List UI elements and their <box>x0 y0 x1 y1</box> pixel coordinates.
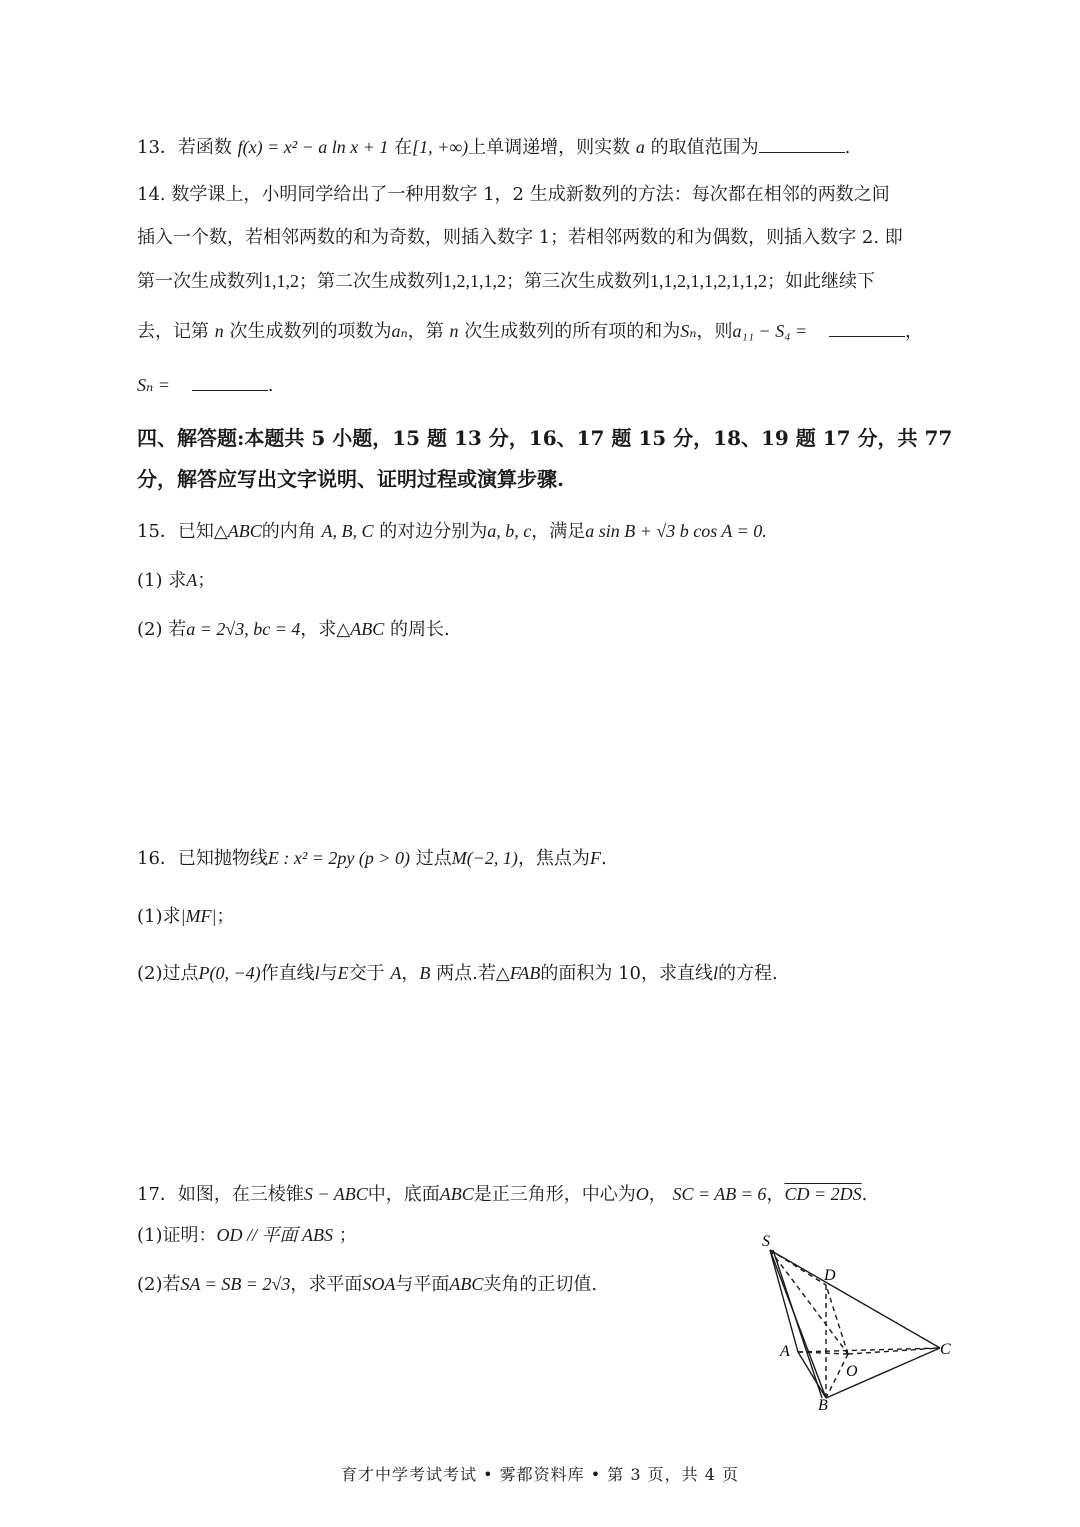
q13-text: 的取值范围为 <box>650 137 759 158</box>
q16-triangle: △FAB <box>495 963 541 983</box>
q17-text: ； <box>338 1225 357 1246</box>
q16-focus: F <box>589 848 601 868</box>
q14-line-2: 插入一个数，若相邻两数的和为奇数，则插入数字 1；若相邻两数的和为偶数，则插入数字 2. 即 <box>137 227 903 248</box>
q17-expr: OD // 平面 ABS <box>216 1225 333 1245</box>
q17-condition: SA = SB = 2√3 <box>180 1274 291 1294</box>
pyramid-figure <box>760 1230 960 1415</box>
q15-angles: A, B, C <box>321 521 374 541</box>
q16-text: 的面积为 10，求直线 <box>540 963 714 984</box>
q14-line-4 <box>137 318 923 345</box>
q16-text: 两点.若 <box>436 963 496 984</box>
q16-text: ， <box>401 963 420 984</box>
q14-line-5 <box>137 372 273 399</box>
q15-condition: a = 2√3, bc = 4 <box>186 619 301 639</box>
edge-ab <box>798 1352 826 1398</box>
q17-plane: SOA <box>362 1274 396 1294</box>
q16-text: 交于 <box>348 963 385 984</box>
q13-text: 上单调递增，则实数 <box>468 137 631 158</box>
q16-var: B <box>419 963 431 983</box>
q16-part-1 <box>137 903 234 930</box>
q14-var-n: n <box>214 321 224 341</box>
edge-ob <box>826 1354 848 1398</box>
q14-seq-3: 1,1,2,1,1,2,1,1,2 <box>650 271 767 291</box>
q17-line-1 <box>137 1181 867 1208</box>
q15-condition: a sin B + √3 b cos A = 0. <box>585 521 767 541</box>
q14-answer-blank-2[interactable] <box>192 372 268 391</box>
q14-text: . <box>267 375 274 396</box>
q17-text: 17．如图，在三棱锥 <box>137 1184 304 1205</box>
label-d: D <box>824 1267 836 1284</box>
q15-text: 的内角 <box>261 521 316 542</box>
q17-equation: SC = AB = 6 <box>672 1184 767 1204</box>
q14-answer-blank-1[interactable] <box>829 318 905 337</box>
q16-var: E <box>337 963 349 983</box>
q16-parabola: E : x² = 2py (p > 0) <box>267 848 411 868</box>
label-b: B <box>818 1397 828 1414</box>
q15-text: 的周长. <box>389 619 450 640</box>
q16-text: 的方程. <box>718 963 778 984</box>
q16-text: ，焦点为 <box>517 848 590 869</box>
q14-text: ， <box>904 321 923 342</box>
q16-point: P(0, −4) <box>198 963 261 983</box>
q14-text: ，第 <box>407 321 444 342</box>
q16-part-2 <box>137 960 778 987</box>
q14-var-sn: Sₙ <box>680 321 697 341</box>
q15-text: ，满足 <box>531 521 586 542</box>
q15-line-1 <box>137 518 767 545</box>
q16-text: ； <box>216 906 235 927</box>
q16-var: l <box>314 963 320 983</box>
q15-text: (1) 求 <box>137 570 187 591</box>
q13-text: 若函数 <box>177 137 232 158</box>
q15-text: 的对边分别为 <box>379 521 488 542</box>
q17-base: ABC <box>439 1184 474 1204</box>
question-13 <box>137 134 850 161</box>
q17-text: 夹角的正切值. <box>483 1274 598 1295</box>
q16-text: 过点 <box>415 848 452 869</box>
q16-var: l <box>713 963 719 983</box>
q17-text: ， <box>766 1184 785 1205</box>
q15-triangle: △ABC <box>213 521 262 541</box>
q16-text: . <box>600 848 607 869</box>
q17-center: O <box>635 1184 649 1204</box>
q17-text: 与平面 <box>395 1274 450 1295</box>
edge-so <box>770 1250 848 1354</box>
q13-number: 13． <box>137 137 178 158</box>
q13-formula: f(x) = x² − a ln x + 1 <box>237 137 389 157</box>
q14-line-1: 14. 数学课上，小明同学给出了一种用数字 1，2 生成新数列的方法：每次都在相邻的两数之间 <box>137 184 890 205</box>
label-o: O <box>846 1363 858 1380</box>
edge-ao <box>798 1352 848 1354</box>
q17-text: ， <box>648 1184 667 1205</box>
section-4-heading-line-2: 分，解答应写出文字说明、证明过程或演算步骤. <box>137 467 564 491</box>
q14-text: ；第二次生成数列 <box>299 271 443 292</box>
q15-sides: a, b, c <box>487 521 532 541</box>
q15-part-1 <box>137 567 215 594</box>
q13-text: 在 <box>394 137 413 158</box>
q14-text: 次生成数列的项数为 <box>229 321 392 342</box>
q14-line-3 <box>137 268 875 295</box>
q15-text: ； <box>197 570 216 591</box>
q15-text: 15．已知 <box>137 521 214 542</box>
q17-text: 中，底面 <box>367 1184 440 1205</box>
q17-text: ，求平面 <box>290 1274 363 1295</box>
q17-plane: ABC <box>449 1274 484 1294</box>
q17-text: (1)证明： <box>137 1225 217 1246</box>
q13-answer-blank[interactable] <box>759 134 845 153</box>
edge-ac <box>798 1348 940 1352</box>
q17-text: . <box>861 1184 868 1205</box>
q15-triangle: △ABC <box>336 619 385 639</box>
q14-text: 次生成数列的所有项的和为 <box>464 321 681 342</box>
q14-text: ，则 <box>696 321 733 342</box>
label-s: S <box>762 1233 770 1250</box>
page-footer: 育才中学考试考试 • 雾都资料库 • 第 3 页，共 4 页 <box>341 1465 739 1484</box>
label-a: A <box>780 1343 790 1360</box>
q16-text: (1)求 <box>137 906 181 927</box>
edge-sc <box>770 1250 940 1348</box>
q14-text: 去，记第 <box>137 321 209 342</box>
q16-expr: |MF| <box>180 906 217 926</box>
q17-text: (2)若 <box>137 1274 181 1295</box>
q17-vector-equation: CD = 2DS <box>784 1184 862 1204</box>
q16-text: (2)过点 <box>137 963 199 984</box>
q13-var: a <box>635 137 645 157</box>
label-c: C <box>940 1341 951 1358</box>
q14-text: ；如此继续下 <box>767 271 875 292</box>
q16-text: 16．已知抛物线 <box>137 848 268 869</box>
edge-sb-2 <box>773 1250 822 1398</box>
q14-expr: a₁₁ − S₄ = <box>732 321 808 341</box>
q14-var-n: n <box>449 321 459 341</box>
q17-part-1 <box>137 1222 357 1249</box>
q13-interval: [1, +∞) <box>412 137 469 157</box>
q16-text: 作直线 <box>260 963 315 984</box>
q16-var: A <box>390 963 402 983</box>
q13-end: . <box>844 137 851 158</box>
q14-text: ；第三次生成数列 <box>506 271 650 292</box>
q16-point: M(−2, 1) <box>451 848 518 868</box>
edge-bc <box>826 1348 940 1398</box>
q17-pyramid: S − ABC <box>303 1184 368 1204</box>
q14-seq-1: 1,1,2 <box>263 271 299 291</box>
edge-od <box>826 1285 848 1354</box>
q14-seq-2: 1,2,1,1,2 <box>443 271 506 291</box>
q14-var-an: aₙ <box>391 321 408 341</box>
q15-var: A <box>186 570 198 590</box>
section-4-heading-line-1: 四、解答题:本题共 5 小题，15 题 13 分，16、17 题 15 分，18、19 题 17 分，共 77 <box>137 426 953 450</box>
q14-var-sn: Sₙ = <box>137 375 170 395</box>
q15-text: (2) 若 <box>137 619 187 640</box>
q16-text: 与 <box>319 963 338 984</box>
q15-text: ，求 <box>300 619 337 640</box>
q17-text: 是正三角形，中心为 <box>473 1184 636 1205</box>
q16-line-1 <box>137 845 607 872</box>
q14-text: 第一次生成数列 <box>137 271 263 292</box>
q17-part-2 <box>137 1271 597 1298</box>
q15-part-2 <box>137 616 450 643</box>
